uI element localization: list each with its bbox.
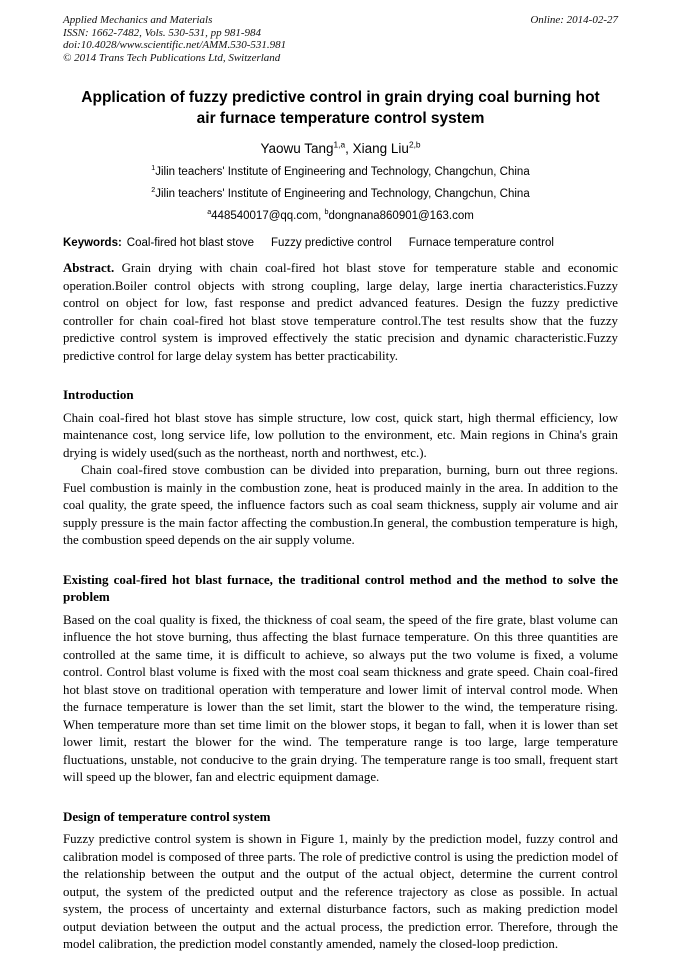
author-2-name: Xiang Liu xyxy=(352,141,409,156)
author-2-superscript: 2,b xyxy=(408,139,421,150)
copyright-line: © 2014 Trans Tech Publications Ltd, Switzerland xyxy=(63,51,281,64)
journal-header-left xyxy=(63,14,286,64)
affiliation-2-superscript: 2 xyxy=(151,186,156,195)
keyword-item: Fuzzy predictive control xyxy=(271,237,392,249)
abstract-text: Grain drying with chain coal-fired hot blast stove for temperature stable and economic operation.Boiler control objects with strong coupling, large delay, large inertia characteristics.Fuzzy control on object for low, fast response and predict advanced features. Design the fuzzy predictive controller for chain coal-fired hot blast stove temperature control.The test results show that the fuzzy predictive control system is improved effectively the static precision and dynamic characteristic.Fuzzy predictive control for large delay system has better practicability. xyxy=(63,261,618,363)
emails-separator: , xyxy=(318,210,325,222)
affiliation-2 xyxy=(63,187,618,201)
section-paragraph: Chain coal-fired stove combustion can be divided into preparation, burning, burn out three regions. Fuel combustion is mainly in the combustion zone, heat is produced mainly in the area. In addition to the coal quality, the grate speed, the influence factors such as coal seam thickness, supply air volume and air supply pressure is the main factor affecting the combustion.In general, the combustion temperature is high, the combustion speed depends on the air supply volume. xyxy=(63,463,618,547)
paper-title xyxy=(63,87,618,129)
section-heading-introduction: Introduction xyxy=(63,387,134,402)
section-heading-design: Design of temperature control system xyxy=(63,808,271,824)
keyword-item: Coal-fired hot blast stove xyxy=(126,237,254,249)
doi-line: doi:10.4028/www.scientific.net/AMM.530-531.981 xyxy=(63,39,287,51)
paper-title-line1: Application of fuzzy predictive control in grain drying coal burning hot xyxy=(81,89,600,106)
paper-title-line2: air furnace temperature control system xyxy=(196,110,485,127)
online-date: Online: 2014-02-27 xyxy=(530,14,618,26)
author-1-name: Yaowu Tang xyxy=(260,141,334,156)
abstract-label: Abstract. xyxy=(63,261,115,275)
emails-line xyxy=(63,209,618,223)
authors-line xyxy=(63,141,618,157)
keywords-line xyxy=(63,236,618,251)
author-1-superscript: 1,a xyxy=(333,139,346,150)
email-1-address: 448540017@qq.com xyxy=(211,210,319,222)
affiliation-2-text: Jilin teachers' Institute of Engineering and Technology, Changchun, China xyxy=(155,188,530,200)
issn-line: ISSN: 1662-7482, Vols. 530-531, pp 981-984 xyxy=(63,26,261,39)
affiliation-1 xyxy=(63,165,618,179)
keyword-item: Furnace temperature control xyxy=(408,237,554,249)
journal-header xyxy=(63,14,618,64)
abstract-paragraph xyxy=(63,260,618,365)
section-paragraph: Chain coal-fired hot blast stove has simple structure, low cost, quick start, high thermal efficiency, low maintenance cost, long service life, low pollution to the environment, etc. Main regions in China's grain drying is widely used(such as the northeast, north and northwest, etc.). xyxy=(63,410,618,460)
journal-name: Applied Mechanics and Materials xyxy=(63,14,213,26)
section-paragraph: Based on the coal quality is fixed, the thickness of coal seam, the speed of the fire grate, blast volume can influence the hot stove burning, thus affecting the blast furnace temperature. On this three quantities are controlled at the same time, it is difficult to achieve, so always put the two volume is fixed, a volume control. Control blast volume is fixed with the most coal seam thickness and grate speed. Chain coal-fired hot blast stove on traditional operation with temperature and lower limit of interval control mode. When the furnace temperature is lower than the set limit, start the blower to the wind, the temperature rising. When temperature more than set time limit on the blower stops, it began to fall, when it is lower than set lower limit, restart the blower for the wind. The temperature range is too large, large temperature fluctuations, unstable, not conducive to the grain drying. The temperature range is too small, frequent start will speed up the blower, fan and electric equipment damage. xyxy=(63,612,618,784)
affiliation-1-superscript: 1 xyxy=(151,164,156,173)
section-paragraph: Fuzzy predictive control system is shown in Figure 1, mainly by the prediction model, fuzzy control and calibration model is composed of three parts. The role of predictive control is using the prediction model of the relationship between the output and the output of the actual object, determine the current control output, the system of the predicted output and the reference trajectory as close as possible. In actual system, the process of uncertainty and external disturbance factors, such as making prediction model output deviation between the output and the actual process, the prediction error. Therefore, through the model calibration, the prediction model constantly amended, namely the closed-loop prediction. xyxy=(63,832,618,951)
keywords-label: Keywords: xyxy=(63,237,122,249)
section-heading-existing-method: Existing coal-fired hot blast furnace, the traditional control method and the method to solve the problem xyxy=(63,571,618,604)
authors-separator: , xyxy=(345,141,353,156)
affiliation-1-text: Jilin teachers' Institute of Engineering and Technology, Changchun, China xyxy=(155,166,530,178)
email-2-superscript: b xyxy=(324,208,329,217)
email-2-address: dongnana860901@163.com xyxy=(328,210,474,222)
email-1-superscript: a xyxy=(207,208,212,217)
